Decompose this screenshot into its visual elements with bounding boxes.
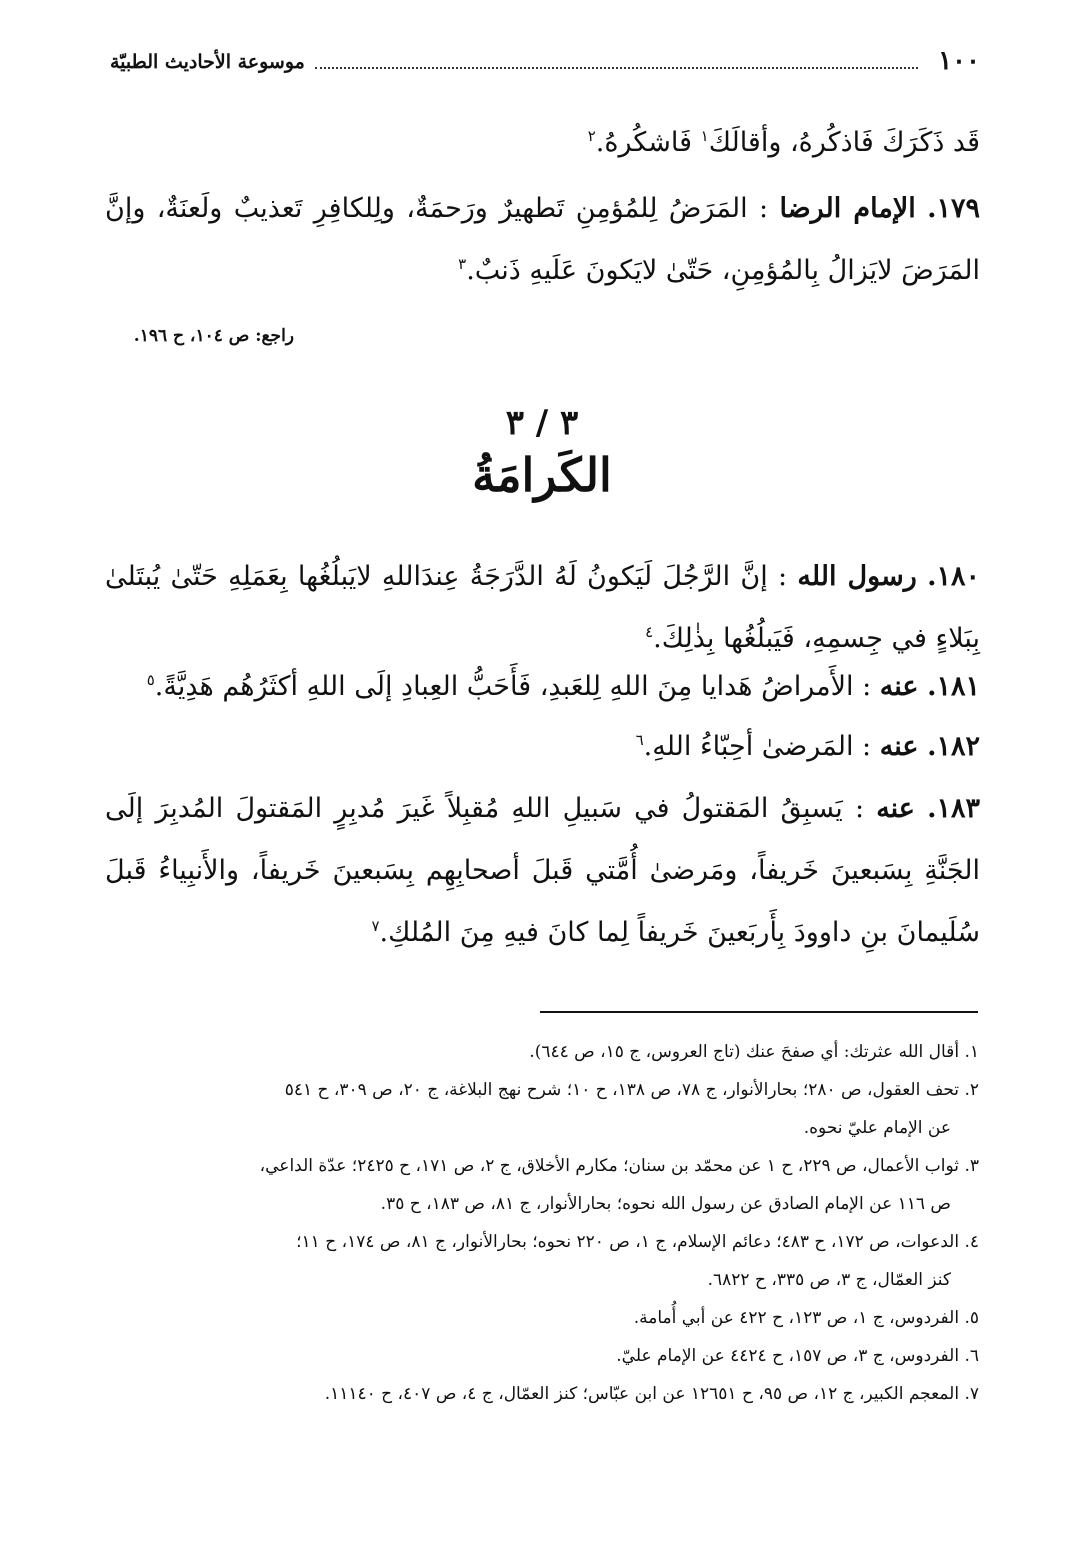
section-title: الكَرامَةُ — [472, 448, 612, 502]
footnote-text: عن الإمام عليّ نحوه. — [803, 1118, 951, 1138]
footnote-3-continued — [99, 1185, 979, 1223]
running-header — [110, 46, 980, 80]
footnote-ref-5[interactable]: ٥ — [146, 671, 155, 689]
footnote-text: أقال الله عثرتك: أي صفحَ عنك (تاج العروس، ج ١٥، ص ٦٤٤). — [529, 1042, 960, 1062]
hadith-speaker: عنه — [879, 731, 919, 762]
footnote-ref-7[interactable]: ٧ — [371, 917, 380, 935]
footnote-number: ٢. — [964, 1080, 979, 1100]
footnote-text: الدعوات، ص ١٧٢، ح ٤٨٣؛ دعائم الإسلام، ج ١، ص ٢٢٠ نحوه؛ بحارالأنوار، ج ٨١، ص ١٧٤، ح ١١؛ — [296, 1232, 960, 1252]
footnote-number: ٧. — [964, 1384, 979, 1404]
hadith-speaker: رسول الله — [797, 561, 917, 592]
footnote-text: كنز العمّال، ج ٣، ص ٣٣٥، ح ٦٨٢٢. — [707, 1270, 951, 1290]
footnote-text: ص ١١٦ عن الإمام الصادق عن رسول الله نحوه؛ بحارالأنوار، ج ٨١، ص ١٨٣، ح ٣٥. — [380, 1194, 951, 1214]
hadith-text: : إنَّ الرَّجُلَ لَيَكونُ لَهُ الدَّرَجَةُ عِندَاللهِ لايَبلُغُها بِعَمَلِهِ حَتّىٰ يُبتَلىٰ بِبَلاءٍ في جِسمِهِ، فَيَبلُغُها بِذٰلِكَ. — [105, 561, 980, 654]
continuation-text: قَد ذَكَرَكَ فَاذكُرهُ، وأقالَكَ — [708, 127, 980, 158]
footnotes — [99, 1033, 979, 1413]
footnote-ref-6[interactable]: ٦ — [635, 731, 644, 749]
footnote-ref-3[interactable]: ٣ — [458, 255, 467, 273]
hadith-text: : يَسبِقُ المَقتولُ في سَبيلِ اللهِ مُقبِلاً غَيرَ مُدبِرٍ المَقتولَ المُدبِرَ إلَى الجَنَّةِ بِسَبعينَ خَريفاً، ومَرضىٰ أُمَّتي قَبلَ أصحابِهِم بِسَبعينَ خَريفاً، والأَنبِياءُ قَبلَ سُلَيمانَ بنِ داوودَ بِأَربَعينَ خَريفاً لِما كانَ فيهِ مِنَ المُلكِ. — [105, 793, 980, 948]
hadith-text: : المَرضىٰ أحِبّاءُ اللهِ. — [643, 731, 880, 762]
footnote-2-continued — [99, 1109, 979, 1147]
section-number: ٣ / ٣ — [505, 403, 579, 443]
page-number: ١٠٠ — [938, 46, 980, 76]
footnote-number: ٤. — [964, 1232, 979, 1252]
footnote-text: الفردوس، ج ١، ص ١٢٣، ح ٤٢٢ عن أبي أُمامة. — [633, 1308, 960, 1328]
footnote-number: ٥. — [964, 1308, 979, 1328]
footnote-5 — [99, 1299, 979, 1337]
hadith-text: : الأَمراضُ هَدايا مِنَ اللهِ لِلعَبدِ، فَأَحَبُّ العِبادِ إلَى اللهِ أكثَرُهُم هَدِيَّةً. — [154, 671, 880, 702]
header-dot-leader — [315, 67, 918, 69]
footnote-text: ثواب الأعمال، ص ٢٢٩، ح ١ عن محمّد بن سنان؛ مكارم الأخلاق، ج ٢، ص ١٧١، ح ٢٤٢٥؛ عدّة الداعي، — [259, 1156, 960, 1176]
footnote-text: المعجم الكبير، ج ١٢، ص ٩٥، ح ١٢٦٥١ عن ابن عبّاس؛ كنز العمّال، ج ٤، ص ٤٠٧، ح ١١١٤٠. — [324, 1384, 960, 1404]
footnote-ref-2[interactable]: ٢ — [587, 127, 596, 145]
cross-reference-note: راجع: ص ١٠٤، ح ١٩٦. — [133, 326, 294, 346]
footnote-text: تحف العقول، ص ٢٨٠؛ بحارالأنوار، ج ٧٨، ص ١٣٨، ح ١٠؛ شرح نهج البلاغة، ج ٢٠، ص ٣٠٩، ح ٥٤١ — [284, 1080, 960, 1100]
hadith-text: : المَرَضُ لِلمُؤمِنِ تَطهيرٌ ورَحمَةٌ، ولِلكافِرِ تَعذيبٌ ولَعنَةٌ، وإنَّ المَرَضَ لايَزالُ بِالمُؤمِنِ، حَتّىٰ لايَكونَ عَلَيهِ ذَنبٌ. — [105, 193, 980, 286]
hadith-speaker: الإمام الرضا — [779, 193, 916, 224]
continuation-text-end: فَاشكُرهُ. — [595, 127, 701, 158]
hadith-181 — [105, 656, 980, 718]
hadith-number: ١٨٣. — [927, 793, 980, 824]
footnote-ref-1[interactable]: ١ — [700, 127, 709, 145]
footnote-2 — [99, 1071, 979, 1109]
footnote-text: الفردوس، ج ٣، ص ١٥٧، ح ٤٤٢٤ عن الإمام عليّ. — [616, 1346, 960, 1366]
hadith-number: ١٧٩. — [927, 193, 981, 224]
hadith-180 — [105, 546, 980, 670]
book-title: موسوعة الأحاديث الطبيّة — [110, 51, 305, 73]
hadith-179 — [105, 178, 980, 302]
footnote-ref-4[interactable]: ٤ — [645, 623, 654, 641]
footnote-6 — [99, 1337, 979, 1375]
continuation-paragraph — [105, 112, 980, 174]
footnote-number: ١. — [964, 1042, 979, 1062]
hadith-speaker: عنه — [876, 793, 915, 824]
footnote-4 — [99, 1223, 979, 1261]
hadith-183 — [105, 778, 980, 964]
footnote-7 — [99, 1375, 979, 1413]
hadith-speaker: عنه — [879, 671, 919, 702]
hadith-number: ١٨١. — [927, 671, 980, 702]
hadith-number: ١٨٠. — [927, 561, 980, 592]
hadith-number: ١٨٢. — [927, 731, 980, 762]
footnote-number: ٣. — [964, 1156, 979, 1176]
footnote-1 — [99, 1033, 979, 1071]
footnote-3 — [99, 1147, 979, 1185]
footnote-number: ٦. — [964, 1346, 979, 1366]
hadith-182 — [105, 716, 980, 778]
footnote-separator — [540, 1011, 978, 1013]
footnote-4-continued — [99, 1261, 979, 1299]
